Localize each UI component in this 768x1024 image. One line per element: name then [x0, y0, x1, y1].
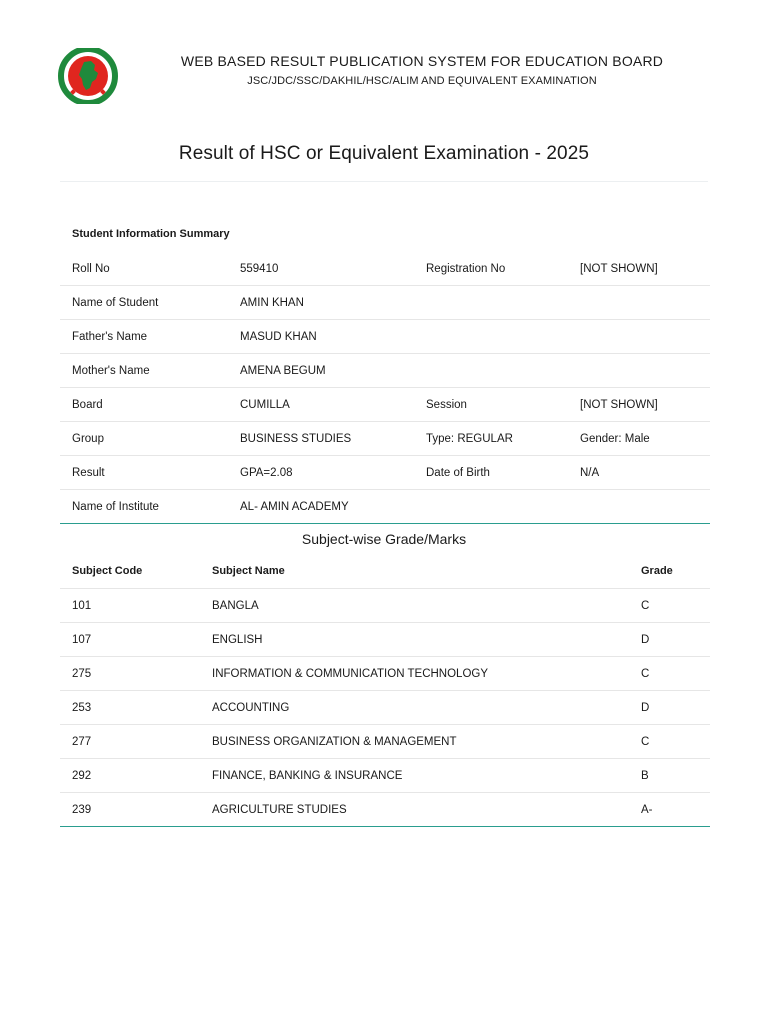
info-value	[568, 320, 710, 354]
info-row-mother	[60, 354, 710, 388]
subject-grade: C	[629, 589, 710, 623]
header-title: WEB BASED RESULT PUBLICATION SYSTEM FOR EDUCATION BOARD	[180, 53, 664, 69]
info-value: CUMILLA	[228, 388, 414, 422]
info-label: Name of Institute	[60, 490, 228, 524]
info-label: Group	[60, 422, 228, 456]
info-label	[414, 286, 568, 320]
subject-name: AGRICULTURE STUDIES	[200, 793, 629, 827]
info-label: Name of Student	[60, 286, 228, 320]
subject-code: 107	[60, 623, 200, 657]
student-info-heading: Student Information Summary	[72, 228, 230, 240]
info-value	[568, 354, 710, 388]
info-row-board	[60, 388, 710, 422]
info-value: [NOT SHOWN]	[568, 252, 710, 286]
info-value: N/A	[568, 456, 710, 490]
subject-name: ACCOUNTING	[200, 691, 629, 725]
info-label: Roll No	[60, 252, 228, 286]
table-row	[60, 759, 710, 793]
subject-grade: A-	[629, 793, 710, 827]
info-value: AMENA BEGUM	[228, 354, 414, 388]
info-value: [NOT SHOWN]	[568, 388, 710, 422]
info-label: Session	[414, 388, 568, 422]
info-value	[568, 490, 710, 524]
subject-name: ENGLISH	[200, 623, 629, 657]
subject-code: 253	[60, 691, 200, 725]
info-value: MASUD KHAN	[228, 320, 414, 354]
subject-grade-table	[60, 554, 710, 827]
title-divider	[60, 181, 708, 182]
info-label	[414, 320, 568, 354]
table-row	[60, 725, 710, 759]
table-row	[60, 691, 710, 725]
info-label	[414, 354, 568, 388]
subject-grade: D	[629, 623, 710, 657]
column-header-subject-code: Subject Code	[72, 565, 143, 577]
info-label: Registration No	[414, 252, 568, 286]
column-header-subject-name: Subject Name	[212, 565, 285, 577]
info-value: BUSINESS STUDIES	[228, 422, 414, 456]
header-subtitle: JSC/JDC/SSC/DAKHIL/HSC/ALIM AND EQUIVALENT EXAMINATION	[247, 75, 597, 87]
info-value	[568, 286, 710, 320]
info-value: GPA=2.08	[228, 456, 414, 490]
subjects-heading: Subject-wise Grade/Marks	[301, 531, 467, 547]
info-value: 559410	[228, 252, 414, 286]
info-label: Type: REGULAR	[414, 422, 568, 456]
subject-name: FINANCE, BANKING & INSURANCE	[200, 759, 629, 793]
subject-code: 275	[60, 657, 200, 691]
table-row	[60, 657, 710, 691]
column-header-grade: Grade	[641, 565, 673, 577]
info-row-institute	[60, 490, 710, 524]
info-row-name	[60, 286, 710, 320]
subject-grade: C	[629, 725, 710, 759]
info-row-father	[60, 320, 710, 354]
student-info-table	[60, 252, 710, 524]
page-title: Result of HSC or Equivalent Examination - 2025	[178, 143, 590, 164]
subject-code: 101	[60, 589, 200, 623]
subject-name: BANGLA	[200, 589, 629, 623]
info-label	[414, 490, 568, 524]
subject-code: 277	[60, 725, 200, 759]
subject-grade: D	[629, 691, 710, 725]
info-label: Result	[60, 456, 228, 490]
info-label: Date of Birth	[414, 456, 568, 490]
subject-code: 239	[60, 793, 200, 827]
table-row	[60, 589, 710, 623]
info-row-group	[60, 422, 710, 456]
table-header-row	[60, 554, 710, 589]
info-label: Father's Name	[60, 320, 228, 354]
info-value: AMIN KHAN	[228, 286, 414, 320]
table-row	[60, 623, 710, 657]
government-seal-icon	[53, 48, 123, 104]
info-value: Gender: Male	[568, 422, 710, 456]
page-header	[0, 0, 768, 120]
info-value: AL- AMIN ACADEMY	[228, 490, 414, 524]
subject-name: INFORMATION & COMMUNICATION TECHNOLOGY	[200, 657, 629, 691]
subject-name: BUSINESS ORGANIZATION & MANAGEMENT	[200, 725, 629, 759]
table-row	[60, 793, 710, 827]
subject-code: 292	[60, 759, 200, 793]
subject-grade: B	[629, 759, 710, 793]
info-row-roll	[60, 252, 710, 286]
info-label: Board	[60, 388, 228, 422]
subject-grade: C	[629, 657, 710, 691]
info-label: Mother's Name	[60, 354, 228, 388]
info-row-result	[60, 456, 710, 490]
